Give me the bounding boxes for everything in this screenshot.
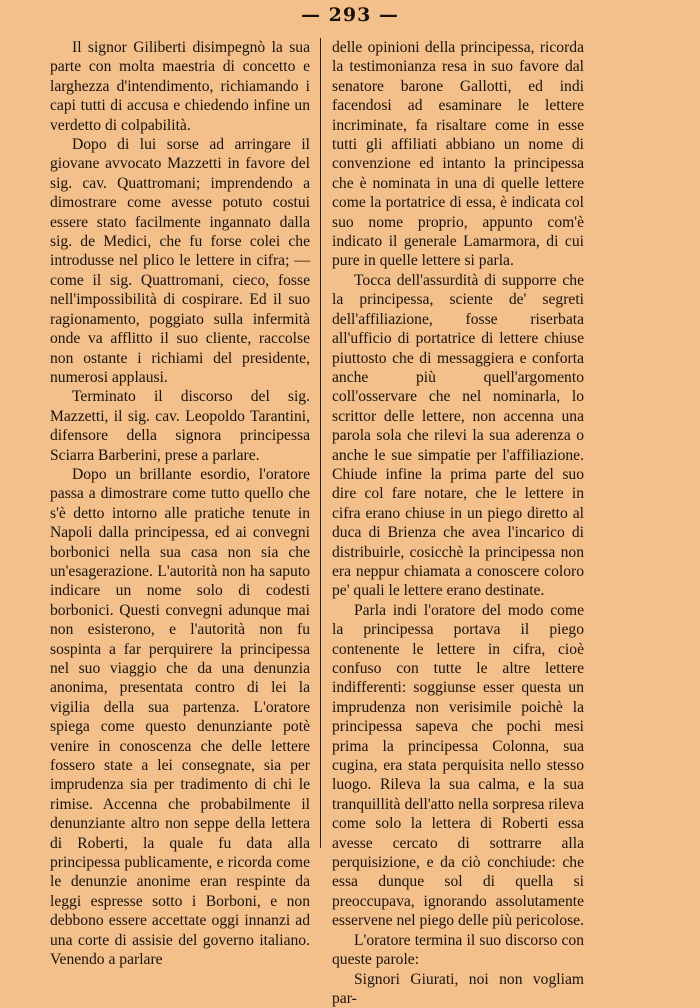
paragraph: Dopo di lui sorse ad arringare il giovane avvocato Mazzetti in favore del sig. cav. Quattromani; imprendendo a dimostrare come avesse potuto costui essere stato facilmente ingannato dalla sig. de Medici, che fu forse colei che introdusse nel plico le lettere in cifra; — come il sig. Quattromani, cieco, fosse nell'impossibilità di cospirare. Ed il suo ragionamento, poggiato sulla infermità onde va afflitto il suo cliente, raccolse non ostante i richiami del presidente, numerosi applausi. <box>50 135 310 387</box>
column-divider <box>320 38 321 848</box>
paragraph: Tocca dell'assurdità di supporre che la principessa, sciente de' segreti dell'affiliazione, fosse riserbata all'ufficio di portatrice di lettere chiuse piuttosto che di messaggiera e conforta anche più quell'argomento coll'osservare che nel nominarla, lo scrittor delle lettere, non accenna una parola sola che rilevi la sua aderenza o anche le sue simpatie per l'affiliazione. Chiude infine la prima parte del suo dire col fare notare, che le lettere in cifra erano chiuse in un piego diretto al duca di Brienza che avea l'incarico di distribuirle, cosicchè la principessa non era neppur chiamata a conoscere coloro pe' quali le lettere erano destinate. <box>332 271 584 601</box>
paragraph: Il signor Giliberti disimpegnò la sua parte con molta maestria di concetto e larghezza d'intendimento, richiamando i capi tutti di accusa e chiedendo infine un verdetto di colpabilità. <box>50 38 310 135</box>
paragraph: delle opinioni della principessa, ricorda la testimonianza resa in suo favore dal senatore barone Gallotti, ed indi facendosi ad esaminare le lettere incriminate, fa risaltare come in esse tutti gli affiliati abbiano un nome di convenzione ed intanto la principessa che è nominata in una di quelle lettere come la portatrice di essa, è indicata col suo nome proprio, appunto com'è indicato il generale Lamarmora, di cui pure in quelle lettere si parla. <box>332 38 584 271</box>
right-column <box>332 38 584 846</box>
paragraph: Signori Giurati, noi non vogliam par- <box>332 970 584 1008</box>
paragraph: Parla indi l'oratore del modo come la principessa portava il piego contenente le lettere in cifra, cioè confuso con tutte le altre lettere indifferenti: soggiunse esser questa un imprudenza non verisimile poichè la principessa sapeva che pochi mesi prima la principessa Colonna, sua cugina, era stata perquisita nello stesso luogo. Rileva la sua calma, e la sua tranquillità dell'atto nella sorpresa rileva come solo la lettera di Roberti essa avesse cercato di sottrarre alla perquisizione, e da ciò conchiude: che essa dunque sol di quella si preoccupava, ignorando assolutamente esservene nel piego delle più pericolose. <box>332 601 584 931</box>
left-column <box>50 38 310 846</box>
page-number: — 293 — <box>0 4 700 26</box>
paragraph: Dopo un brillante esordio, l'oratore passa a dimostrare come tutto quello che s'è detto intorno alle pratiche tenute in Napoli dalla principessa, ed ai convegni borbonici nella sua casa non sia che un'esagerazione. L'autorità non ha saputo indicare un nome solo di codesti borbonici. Questi convegni adunque mai non esisterono, e l'autorità non fu sospinta a far perquirere la principessa nel suo viaggio che da una denunzia anonima, presentata contro di lei la vigilia della sua partenza. L'oratore spiega come questo denunziante potè venire in conoscenza che delle lettere fossero state a lei consegnate, sia per imprudenza sia per tradimento di chi le rimise. Accenna che probabilmente il denunziante altro non seppe della lettera di Roberti, la quale fu data alla principessa publicamente, e ricorda come le denunzie anonime eran respinte da leggi espresse sotto i Borboni, e non debbono essere accettate oggi innanzi ad una corte di assisie del governo italiano. Venendo a parlare <box>50 465 310 970</box>
paragraph: L'oratore termina il suo discorso con queste parole: <box>332 931 584 970</box>
paragraph: Terminato il discorso del sig. Mazzetti, il sig. cav. Leopoldo Tarantini, difensore della signora principessa Sciarra Barberini, prese a parlare. <box>50 387 310 465</box>
